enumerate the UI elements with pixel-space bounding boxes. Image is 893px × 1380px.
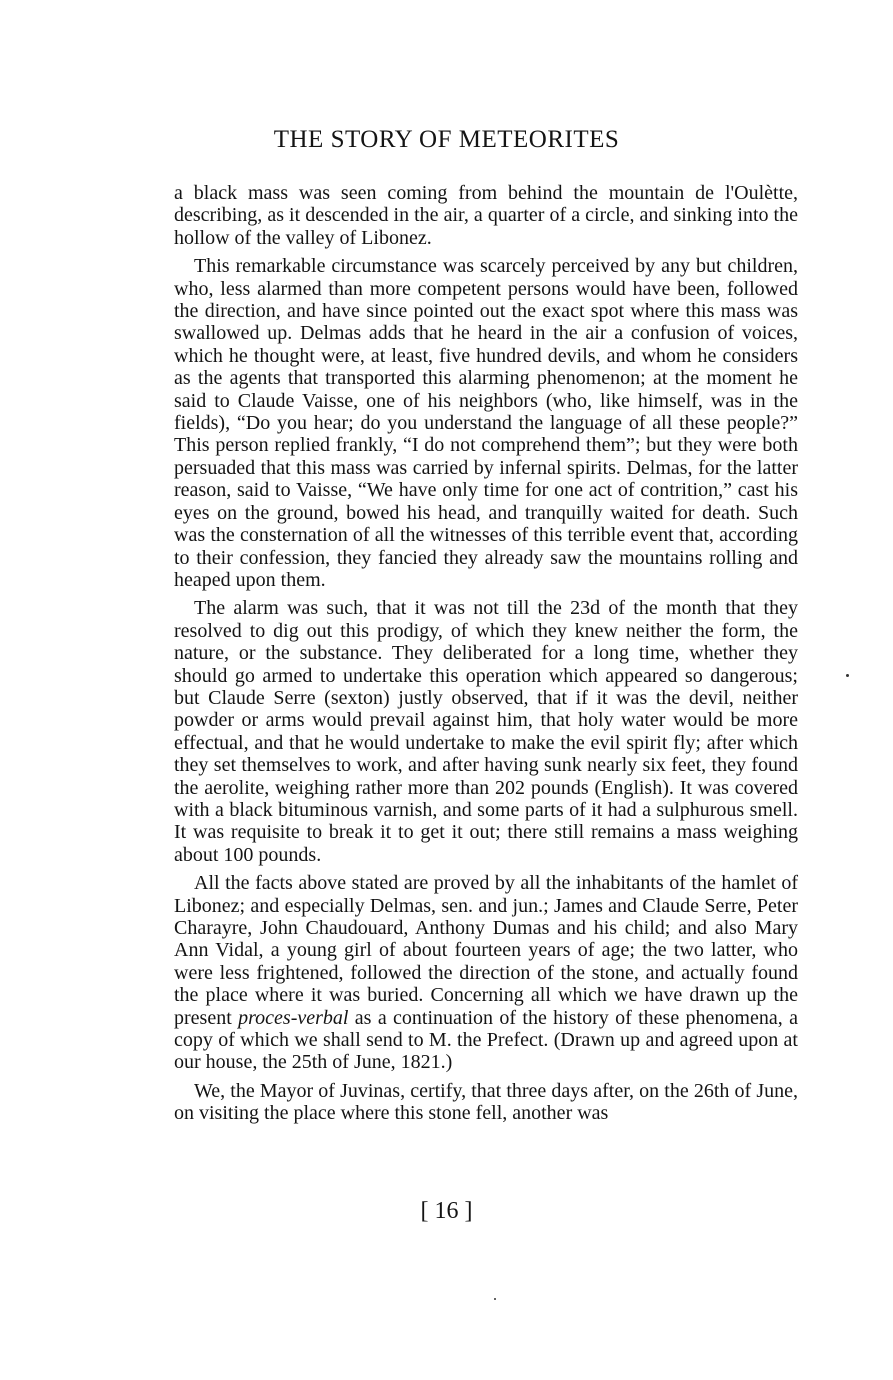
page-number: [ 16 ] (420, 1198, 473, 1224)
paragraph-text: This remarkable circumstance was scarcely perceived by any but children, who, less alarmed than more competent persons would have been, followed the direction, and have since pointed out the exact spot where this mass was swallowed up. Delmas adds that he heard in the air a confusion of voices, which he thought were, at least, five hundred devils, and whom he considers as the agents that transported this alarming phenomenon; at the moment he said to Claude Vaisse, one of his neighbors (who, like himself, was in the fields), “Do you hear; do you understand the language of all these people?” This person replied frankly, “I do not comprehend them”; but they were both persuaded that this mass was carried by infernal spirits. Delmas, for the latter reason, said to Vaisse, “We have only time for one act of contrition,” cast his eyes on the ground, bowed his head, and tranquilly waited for death. Such was the consternation of all the witnesses of this terrible event that, according to their confession, they fancied they already saw the mountains rolling and heaped upon them. (174, 255, 798, 591)
body-text (174, 182, 798, 1131)
paragraph-digging-aerolite (174, 597, 798, 866)
paragraph-text: as a continuation of the history of these phenomena, a copy of which we shall send to M. the Prefect. (Drawn up and agreed upon at our house, the 25th of June, 1821.) (174, 1006, 798, 1074)
paragraph-text: We, the Mayor of Juvinas, certify, that three days after, on the 26th of June, on visiting the place where this stone fell, another was (174, 1079, 798, 1125)
italic-term: proces-verbal (238, 1006, 349, 1029)
paragraph-inhabitants-proof (174, 872, 798, 1074)
paragraph-mayor-certification (174, 1080, 798, 1125)
paragraph-continuation (174, 182, 798, 249)
paragraph-text: a black mass was seen coming from behind the mountain de l'Oulètte, describing, as it descended in the air, a quarter of a circle, and sinking into the hollow of the valley of Libonez. (174, 182, 798, 249)
paragraph-witnesses-alarm (174, 255, 798, 591)
paragraph-text: The alarm was such, that it was not till the 23d of the month that they resolved to dig out this prodigy, of which they knew neither the form, the nature, or the substance. They deliberated for a long time, whether they should go armed to undertake this operation which appeared so dangerous; but Claude Serre (sexton) justly observed, that if it was the devil, neither powder or arms would prevail against him, that holy water would be more effectual, and that he would undertake to make the evil spirit fly; after which they set themselves to work, and after having sunk nearly six feet, they found the aerolite, weighing rather more than 202 pounds (English). It was covered with a black bituminous varnish, and some parts of it had a sulphurous smell. It was requisite to break it to get it out; there still remains a mass weighing about 100 pounds. (174, 597, 798, 866)
running-head-title: THE STORY OF METEORITES (273, 126, 620, 153)
paragraph-text: All the facts above stated are proved by all the inhabitants of the hamlet of Libonez; and especially Delmas, sen. and jun.; James and Claude Serre, Peter Charayre, John Chaudouard, Anthony Dumas and his child; and also Mary Ann Vidal, a young girl of about fourteen years of age; the two latter, who were less frightened, followed the direction of the stone, and actually found the place where it was buried. Concerning all which we have drawn up the present (174, 872, 798, 1029)
print-speck (494, 1298, 496, 1300)
print-speck (846, 674, 849, 677)
